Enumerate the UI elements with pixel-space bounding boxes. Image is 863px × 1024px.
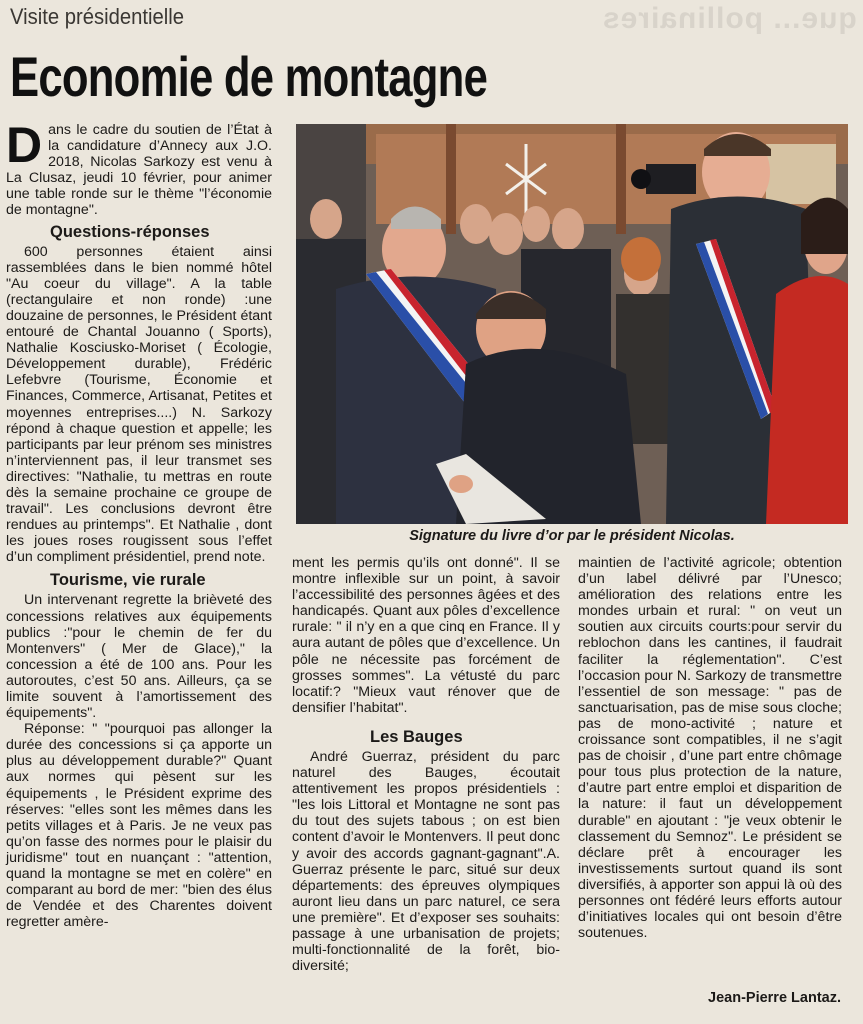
paragraph: Un intervenant regrette la brièveté des concessions relatives aux équipements publics :"pour le chemin de fer du Montenvers" ( Mer de Glace)," la concession a été de 100 ans. Pour les autoroutes, c’est 50 ans. Ailleurs, ça se limite souvent à l’amortissement des équipements". [6, 592, 272, 722]
section-rubric: Visite présidentielle [10, 4, 185, 29]
paragraph: maintien de l’activité agricole; obtention d’un label délivré par l’Unesco; amélioration des relations entre les mondes urbain et rural: " on veut un soutien aux circuits courts:pour servir du reblochon dans les cantines, il faudrait faciliter la réglementation". C’est l’occasion pour N. Sarkozy de transmettre l’essentiel de son message: " pas de sanctuarisation, pas de mise sous cloche; pas de mono-activité ; nature et croissance sont compatibles, il ne s’agit pas de choisir , d’une part entre chômage pour tous plus protection de la nature, d’autre part entre emploi et disparition de la nature: il faut un développement durable" en ajoutant : "je veux obtenir le classement du Semnoz". Le président se déclare prêt à encourager les investissements surtout quand ils sont diversifiés, à apporter son appui là où des personnes ont fédéré leurs efforts autour d’initiatives locales qui ont besoin d’être soutenues. [578, 555, 842, 942]
article-column-1 [6, 117, 272, 931]
drop-cap: D [6, 117, 43, 173]
paragraph: André Guerraz, président du parc naturel des Bauges, écoutait attentivement les propos présidentiels : "les lois Littoral et Montagne ne sont pas du tout des sujets tabous ; on est bien content d’avoir le Montenvers. Il peut donc y avoir des accords gagnant-gagnant".A. Guerraz présente le parc, situé sur deux départements: des épreuves olympiques auront lieu dans un parc naturel, ce sera une première". Et d’exposer ses souhaits: passage à une urbanisation de projets; multi-fonctionnalité de la forêt, bio-diversité; [292, 748, 560, 975]
intro-text: ans le cadre du soutien de l’État à la candidature d’Annecy aux J.O. 2018, Nicolas Sarkozy est venu à La Clusaz, jeudi 10 février, pour animer une table ronde sur le thème "l’économie de montagne". [6, 122, 272, 219]
bleed-through-text: que... pollinaires [602, 2, 857, 35]
subheading-tourisme-vie-rurale: Tourisme, vie rurale [50, 571, 206, 590]
article-column-3 [578, 555, 842, 941]
subheading-questions-reponses: Questions-réponses [50, 222, 210, 241]
photo-illustration [296, 124, 848, 524]
article-headline: Economie de montagne [10, 45, 488, 108]
author-byline: Jean-Pierre Lantaz. [708, 990, 841, 1006]
intro-paragraph [6, 117, 272, 219]
article-photo [296, 124, 848, 524]
article-column-2 [292, 555, 560, 974]
paragraph: 600 personnes étaient ainsi rassemblées dans le bien nommé hôtel "Au coeur du village". A la table (rectangulaire et non ronde) :une douzaine de personnes, le Président étant entouré de Chantal Jouanno ( Sports), Nathalie Kosciusko-Moriset ( Écologie, Développement durable), Frédéric Lefebvre (Tourisme, Économie et Finances, Commerce, Artisanat, Petites et moyennes entreprises....) N. Sarkozy répond à chaque question et appelle; les participants par leur prénom ses ministres n’interviennent pas, il leur transmet ses directives: "Nathalie, tu mettras en route dès la semaine prochaine ce groupe de travail". Les conclusions devront être rendues au printemps". Et Nathalie , dont les joues roses rougissent sous l’effet d’un compliment présidentiel, prend note. [6, 243, 272, 566]
paragraph: Réponse: " "pourquoi pas allonger la durée des concessions si ça apporte un plus au développement durable?" Quant aux normes qui pèsent sur les équipements , le Président exprime des réserves: "elles sont les mêmes dans les petits villages et à Paris. Je ne veux pas qu’on fasse des normes pour le plaisir du juridisme" tout en nuançant : "attention, quand la montagne se met en colère" en comparant au bord de mer: "bien des élus de Vendée et des Charentes doivent regretter amère- [6, 721, 272, 931]
photo-caption: Signature du livre d’or par le président Nicolas. [409, 528, 735, 544]
paragraph: ment les permis qu’ils ont donné". Il se montre inflexible sur un point, à savoir l’accessibilité des personnes âgées et des handicapés. Quant aux pôles d’excellence rurale: " il n’y en a que cinq en France. Il y aura autant de pôles que d’excellence. Un pôle ne nécessite pas forcément de grosses sommes". La vétusté du parc locatif:? "Mieux vaut rénover que de densifier l’habitat". [292, 555, 560, 716]
subheading-les-bauges: Les Bauges [370, 727, 463, 746]
